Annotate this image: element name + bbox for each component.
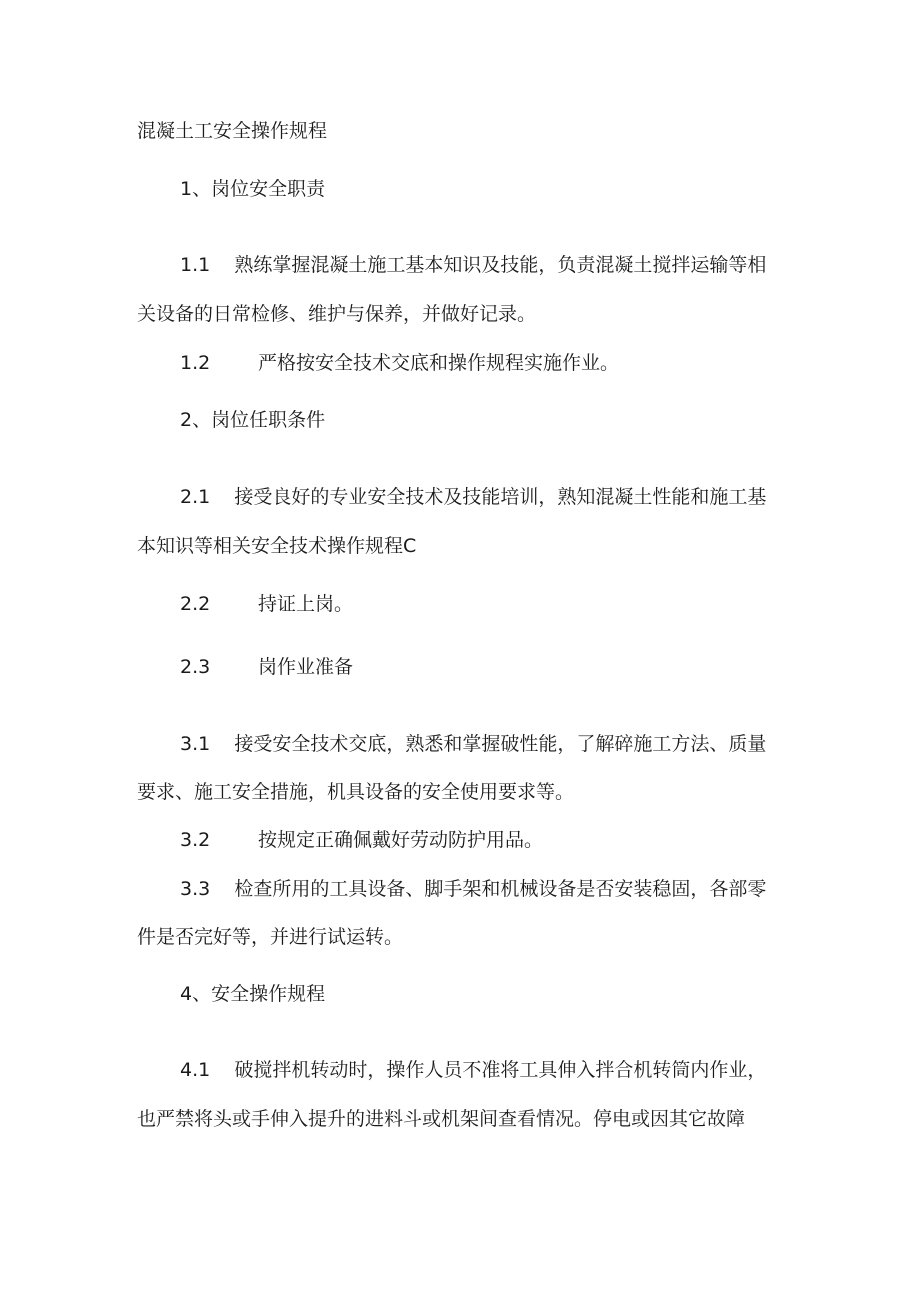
item-3-3-line-2: 件是否完好等，并进行试运转。 — [137, 926, 404, 948]
item-3-2-text: 按规定正确佩戴好劳动防护用品。 — [258, 829, 544, 851]
item-3-1-line-2: 要求、施工安全措施，机具设备的安全使用要求等。 — [137, 781, 575, 803]
item-1-1-line-1 — [180, 253, 766, 277]
item-text: 接受良好的专业安全技术及技能培训，熟知混凝土性能和施工基 — [234, 486, 767, 508]
item-3-2-number: 3.2 — [180, 829, 211, 851]
item-2-1-line-1 — [180, 485, 766, 509]
item-1-1-line-2: 关设备的日常检修、维护与保养，并做好记录。 — [137, 303, 537, 325]
section-heading-4: 4、安全操作规程 — [180, 983, 326, 1005]
item-1-2-number: 1.2 — [180, 352, 211, 374]
item-number: 2.1 — [180, 486, 211, 508]
item-text: 检查所用的工具设备、脚手架和机械设备是否安装稳固，各部零 — [234, 878, 767, 900]
item-3-1-line-1 — [180, 732, 766, 756]
item-text: 熟练掌握混凝土施工基本知识及技能，负责混凝土搅拌运输等相 — [234, 254, 767, 276]
item-number: 1.1 — [180, 254, 211, 276]
item-1-2-text: 严格按安全技术交底和操作规程实施作业。 — [258, 352, 620, 374]
item-text: 接受安全技术交底，熟悉和掌握破性能，了解碎施工方法、质量 — [234, 733, 767, 755]
item-4-1-line-2: 也严禁将头或手伸入提升的进料斗或机架间查看情况。停电或因其它故障 — [137, 1108, 746, 1130]
item-number: 3.3 — [180, 878, 211, 900]
item-2-2-number: 2.2 — [180, 593, 211, 615]
section-heading-1: 1、岗位安全职责 — [180, 178, 326, 200]
item-2-1-line-2: 本知识等相关安全技术操作规程C — [137, 535, 417, 557]
item-2-2-text: 持证上岗。 — [258, 593, 354, 615]
item-2-3-text: 岗作业准备 — [258, 656, 354, 678]
section-heading-2: 2、岗位任职条件 — [180, 409, 326, 431]
item-number: 4.1 — [180, 1059, 211, 1081]
item-number: 3.1 — [180, 733, 211, 755]
document-title: 混凝土工安全操作规程 — [137, 120, 328, 142]
item-4-1-line-1 — [180, 1058, 766, 1082]
item-2-3-number: 2.3 — [180, 656, 211, 678]
item-3-3-line-1 — [180, 877, 766, 901]
item-text: 破搅拌机转动时，操作人员不准将工具伸入拌合机转筒内作业， — [234, 1059, 767, 1081]
